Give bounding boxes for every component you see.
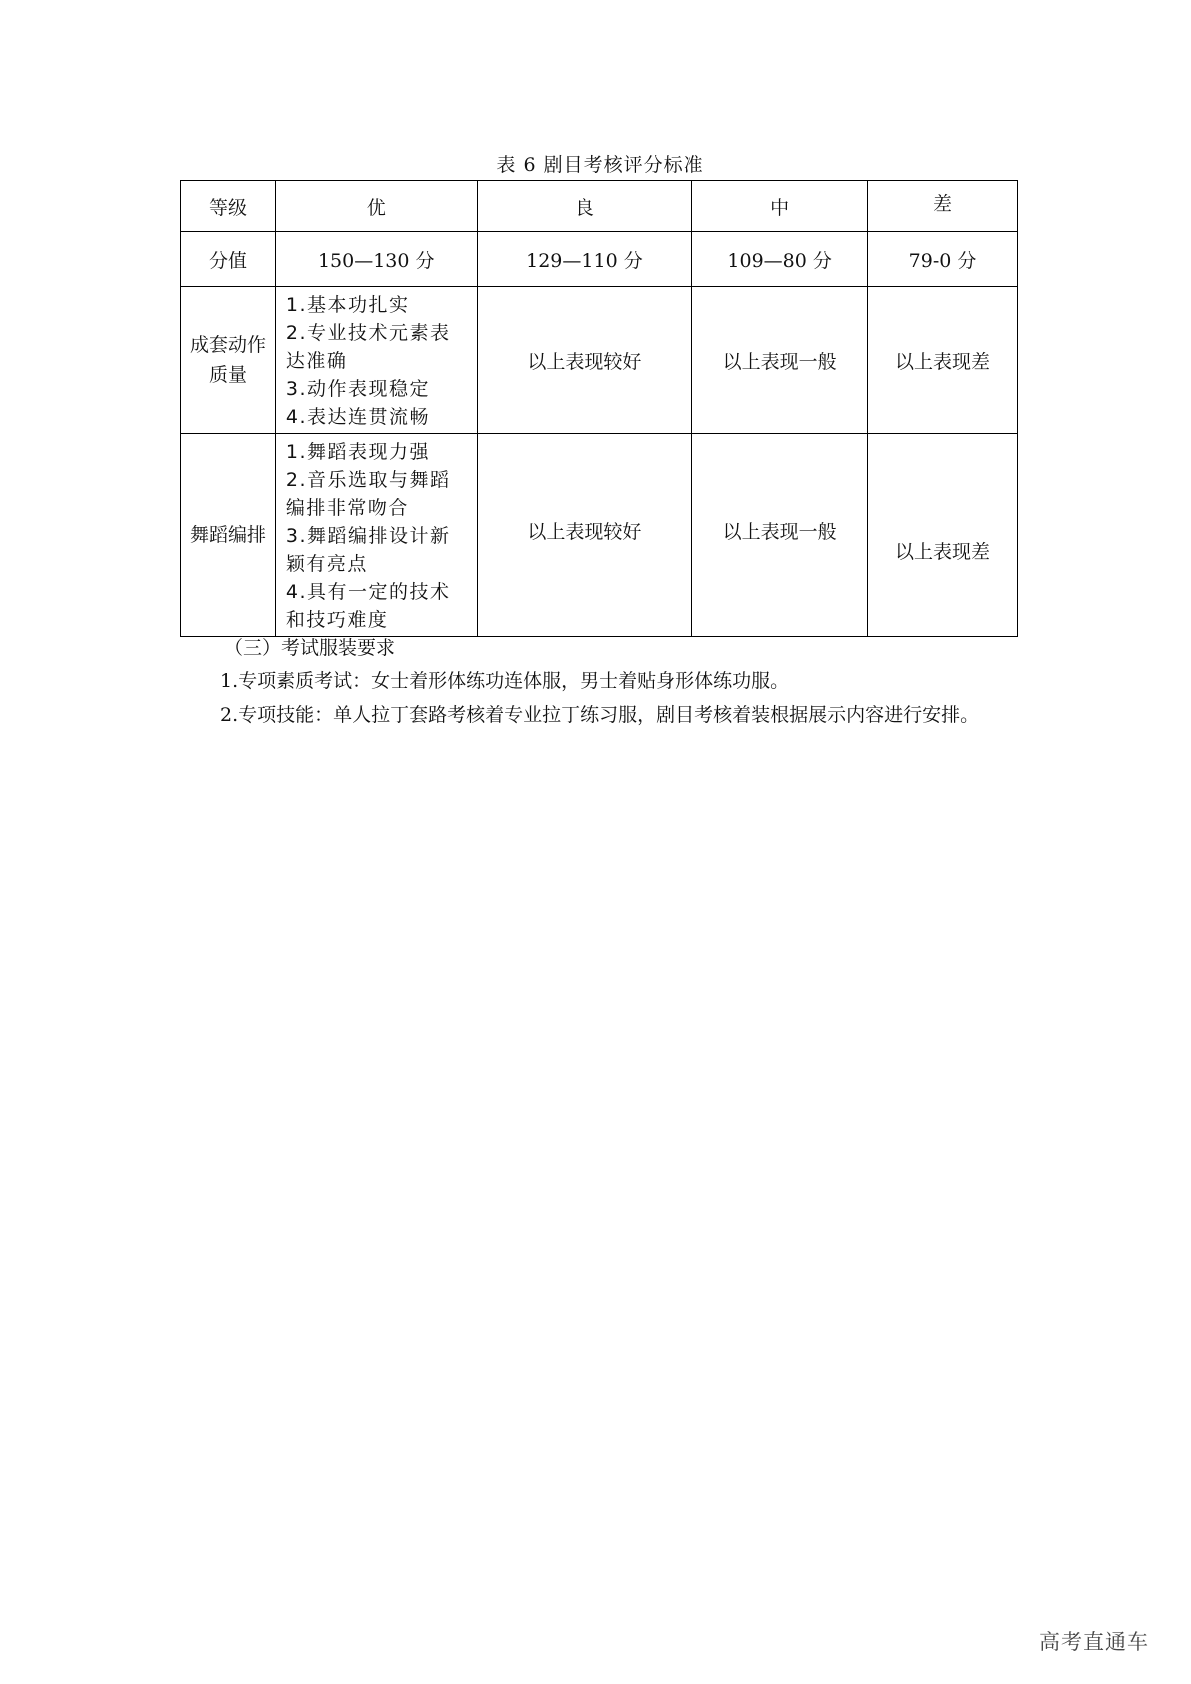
section-item: 2.专项技能：单人拉丁套路考核着专业拉丁练习服，剧目考核着装根据展示内容进行安排。 (220, 704, 980, 726)
quality-criterion: 1.基本功扎实 (285, 294, 410, 316)
choreo-excellent (275, 434, 477, 637)
quality-medium: 以上表现一般 (692, 287, 868, 434)
choreo-criterion: 3.舞蹈编排设计新颖有亮点 (285, 525, 451, 575)
choreo-criterion: 2.音乐选取与舞蹈编排非常吻合 (285, 469, 451, 519)
section-heading: （三）考试服装要求 (224, 637, 396, 659)
choreo-medium: 以上表现一般 (692, 434, 868, 637)
quality-good: 以上表现较好 (477, 287, 692, 434)
grade-excellent: 优 (275, 181, 477, 232)
quality-row (181, 287, 1018, 434)
score-header: 分值 (181, 232, 276, 287)
quality-criterion: 3.动作表现稳定 (285, 378, 431, 400)
grade-good: 良 (477, 181, 692, 232)
quality-label: 成套动作质量 (181, 287, 276, 434)
quality-criterion: 4.表达连贯流畅 (285, 406, 431, 428)
section-item: 1.专项素质考试：女士着形体练功连体服，男士着贴身形体练功服。 (220, 670, 790, 692)
quality-poor: 以上表现差 (868, 287, 1018, 434)
choreo-poor: 以上表现差 (868, 434, 1018, 637)
quality-excellent (275, 287, 477, 434)
scoring-table (180, 180, 1018, 637)
quality-criterion: 2.专业技术元素表达准确 (285, 322, 451, 372)
choreo-criterion: 4.具有一定的技术和技巧难度 (285, 581, 451, 631)
score-good: 129—110 分 (477, 232, 692, 287)
choreo-row (181, 434, 1018, 637)
table-caption: 表 6 剧目考核评分标准 (496, 154, 704, 176)
grade-row (181, 181, 1018, 232)
choreo-good: 以上表现较好 (477, 434, 692, 637)
score-medium: 109—80 分 (692, 232, 868, 287)
grade-header: 等级 (181, 181, 276, 232)
choreo-criterion: 1.舞蹈表现力强 (285, 441, 431, 463)
grade-medium: 中 (692, 181, 868, 232)
score-excellent: 150—130 分 (275, 232, 477, 287)
choreo-label: 舞蹈编排 (181, 434, 276, 637)
score-poor: 79-0 分 (868, 232, 1018, 287)
score-row (181, 232, 1018, 287)
grade-poor: 差 (868, 181, 1018, 232)
watermark-logo: 高考直通车 (1039, 1630, 1149, 1654)
